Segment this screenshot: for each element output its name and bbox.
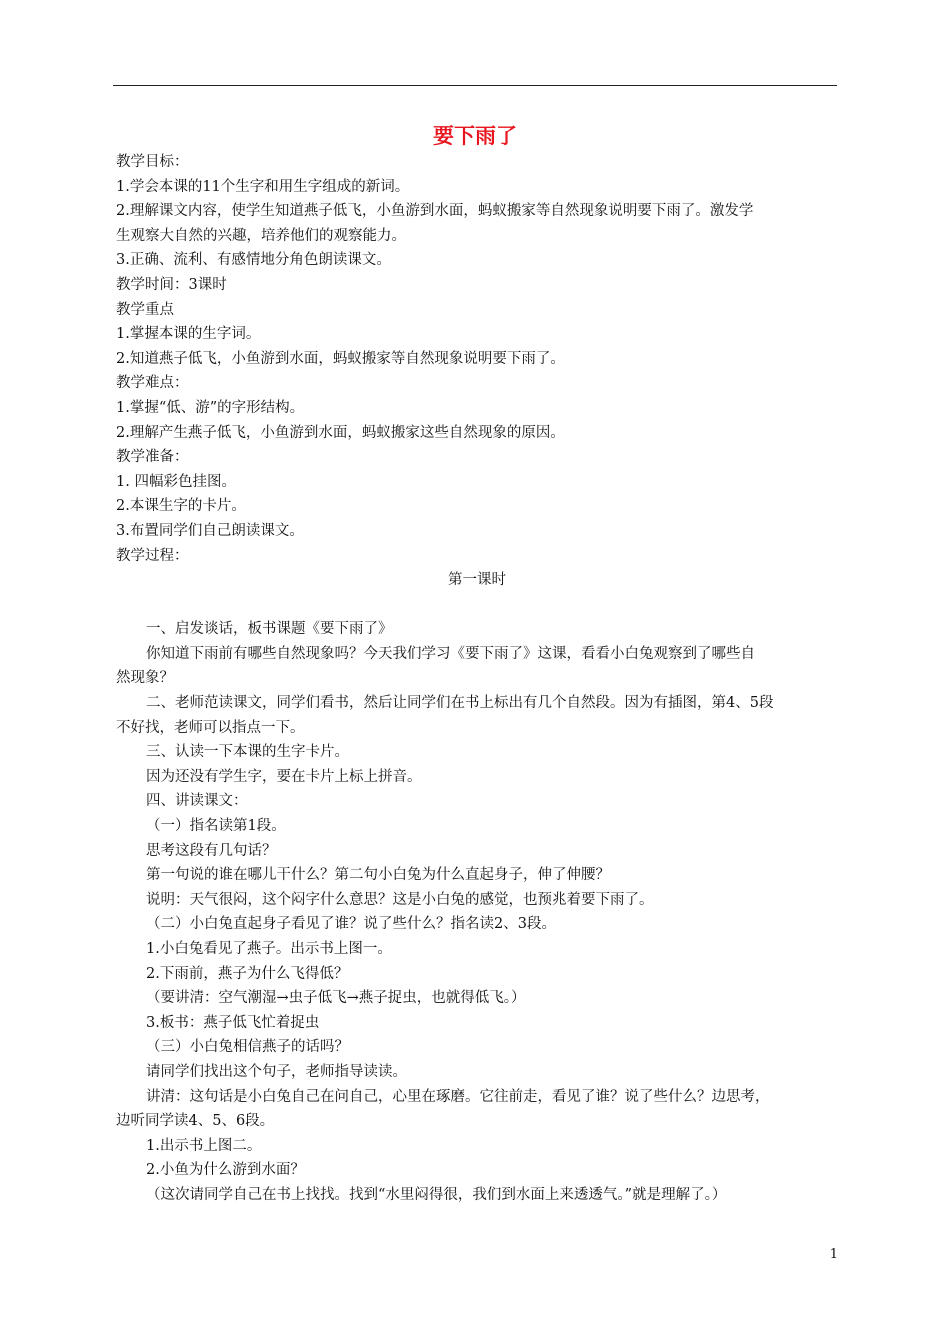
overview-line: 2.理解产生燕子低飞，小鱼游到水面，蚂蚁搬家这些自然现象的原因。 (116, 424, 565, 441)
paragraph-line: 因为还没有学生字，要在卡片上标上拼音。 (146, 768, 422, 785)
paragraph-line: 2.小鱼为什么游到水面？ (146, 1162, 305, 1179)
paragraph-line: 1.出示书上图二。 (146, 1137, 262, 1154)
overview-line: 3.布置同学们自己朗读课文。 (116, 522, 304, 539)
paragraph-line: 讲清：这句话是小白兔自己在问自己，心里在琢磨。它往前走，看见了谁？说了些什么？边思考， (146, 1088, 770, 1105)
overview-line: 1. 四幅彩色挂图。 (116, 473, 236, 490)
paragraph-line: 2.下雨前，燕子为什么飞得低？ (146, 965, 349, 982)
paragraph-line: 说明：天气很闷，这个闷字什么意思？这是小白兔的感觉，也预兆着要下雨了。 (146, 891, 654, 908)
overview-line: 教学重点 (116, 301, 174, 318)
paragraph-line: 二、老师范读课文，同学们看书，然后让同学们在书上标出有几个自然段。因为有插图，第4、5段 (146, 695, 774, 712)
paragraph-line: 然现象？ (116, 670, 174, 687)
overview-line: 2.本课生字的卡片。 (116, 498, 246, 515)
overview-line: 2.知道燕子低飞，小鱼游到水面，蚂蚁搬家等自然现象说明要下雨了。 (116, 350, 565, 367)
paragraph-line: （一）指名读第1段。 (146, 818, 286, 835)
overview-line: 教学难点： (116, 375, 189, 392)
overview-line: 1.掌握本课的生字词。 (116, 326, 261, 343)
overview-line: 2.理解课文内容，使学生知道燕子低飞，小鱼游到水面，蚂蚁搬家等自然现象说明要下雨了。激发学 (116, 203, 754, 220)
document-body (116, 150, 838, 1208)
lesson-plan-overview (116, 150, 838, 568)
paragraph-line: 一、启发谈话，板书课题《要下雨了》 (146, 621, 393, 638)
overview-line: 生观察大自然的兴趣，培养他们的观察能力。 (116, 227, 406, 244)
overview-line: 教学过程： (116, 547, 189, 564)
overview-line: 1.掌握“低、游”的字形结构。 (116, 399, 305, 416)
paragraph-line: 思考这段有几句话？ (146, 842, 277, 859)
overview-line: 教学准备： (116, 449, 189, 466)
paragraph-line: （要讲清：空气潮湿→虫子低飞→燕子捉虫，也就得低飞。） (146, 990, 526, 1007)
paragraph-line: 请同学们找出这个句子，老师指导读读。 (146, 1063, 407, 1080)
overview-line: 1.学会本课的11个生字和用生字组成的新词。 (116, 178, 410, 195)
paragraph-line: 第一句说的谁在哪儿干什么？第二句小白兔为什么直起身子，伸了伸腰？ (146, 867, 610, 884)
document-title: 要下雨了 (433, 124, 517, 148)
paragraph-line: 边听同学读4、5、6段。 (116, 1113, 275, 1130)
paragraph-line: 1.小白兔看见了燕子。出示书上图一。 (146, 941, 392, 957)
paragraph-line: （三）小白兔相信燕子的话吗？ (146, 1039, 349, 1056)
paragraph-line: 3.板书：燕子低飞忙着捉虫 (146, 1014, 320, 1031)
teaching-process (116, 617, 838, 1207)
paragraph-line: 你知道下雨前有哪些自然现象吗？今天我们学习《要下雨了》这课，看看小白兔观察到了哪些自 (146, 645, 755, 662)
paragraph-line: 三、认读一下本课的生字卡片。 (146, 744, 349, 761)
paragraph-line: 不好找，老师可以指点一下。 (116, 719, 305, 736)
header-rule (113, 85, 837, 86)
lesson-heading: 第一课时 (448, 572, 506, 589)
overview-line: 3.正确、流利、有感情地分角色朗读课文。 (116, 252, 391, 269)
spacer (116, 593, 838, 618)
overview-line: 教学时间：3课时 (116, 276, 227, 293)
overview-line: 教学目标： (116, 154, 189, 170)
paragraph-line: 四、讲读课文： (146, 793, 248, 810)
page-number: 1 (829, 1247, 838, 1262)
paragraph-line: （二）小白兔直起身子看见了谁？说了些什么？指名读2、3段。 (146, 916, 556, 933)
paragraph-line: （这次请同学自己在书上找找。找到“水里闷得很，我们到水面上来透透气。”就是理解了。） (146, 1186, 727, 1203)
